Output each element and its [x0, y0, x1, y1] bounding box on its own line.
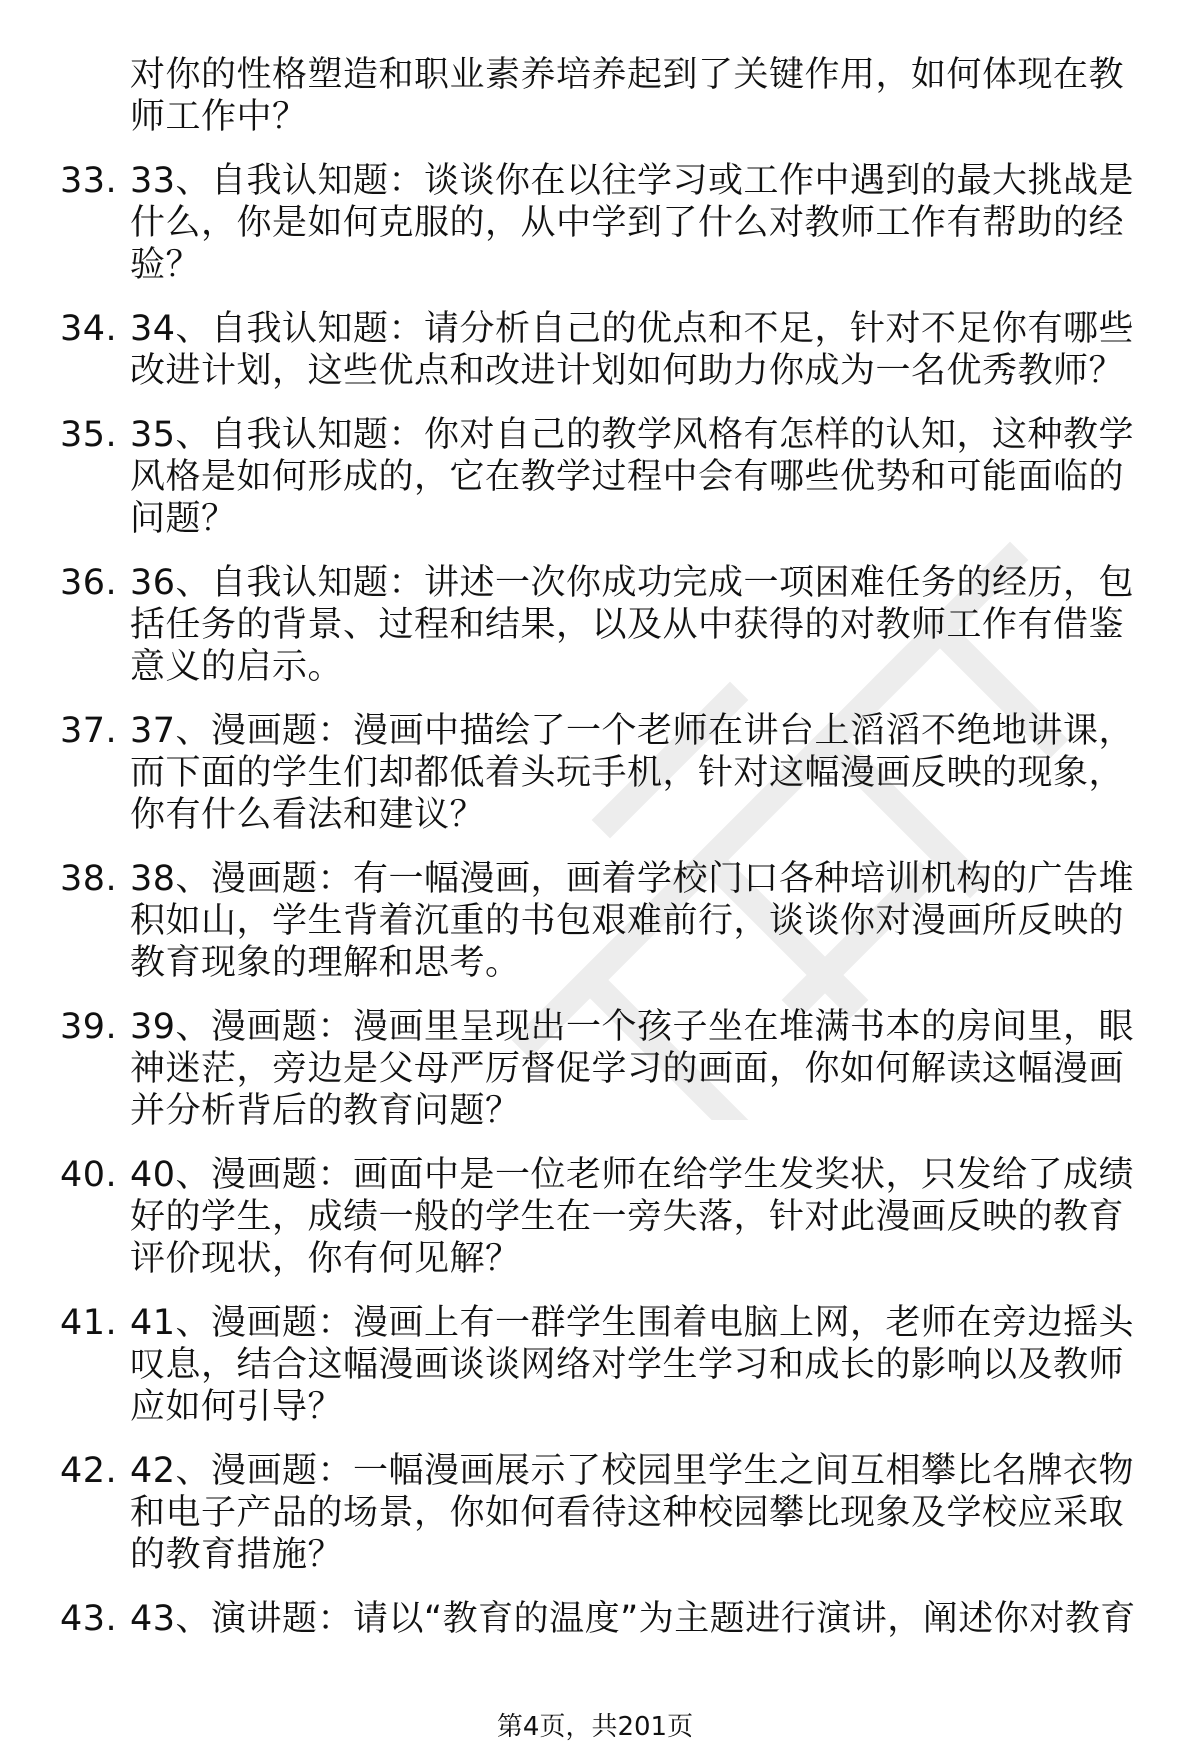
item-number: 42.	[60, 1451, 118, 1491]
item-number: 33.	[60, 161, 118, 201]
list-item	[60, 1154, 1150, 1280]
item-number: 34.	[60, 309, 118, 349]
item-text: 33、自我认知题：谈谈你在以往学习或工作中遇到的最大挑战是什么，你是如何克服的，从中学到了什么对教师工作有帮助的经验？	[130, 161, 1135, 285]
item-text: 40、漫画题：画面中是一位老师在给学生发奖状，只发给了成绩好的学生，成绩一般的学生在一旁失落，针对此漫画反映的教育评价现状，你有何见解？	[130, 1155, 1135, 1279]
item-text: 36、自我认知题：讲述一次你成功完成一项困难任务的经历，包括任务的背景、过程和结果，以及从中获得的对教师工作有借鉴意义的启示。	[130, 563, 1135, 687]
list-item	[60, 858, 1150, 984]
continued-item-text: 对你的性格塑造和职业素养培养起到了关键作用，如何体现在教师工作中？	[130, 55, 1125, 137]
page-footer: 第4页，共201页	[496, 1712, 694, 1742]
list-item	[60, 710, 1150, 836]
list-item	[60, 562, 1150, 688]
item-text: 35、自我认知题：你对自己的教学风格有怎样的认知，这种教学风格是如何形成的，它在教学过程中会有哪些优势和可能面临的问题？	[130, 415, 1135, 539]
item-text: 34、自我认知题：请分析自己的优点和不足，针对不足你有哪些改进计划，这些优点和改进计划如何助力你成为一名优秀教师？	[130, 309, 1135, 391]
list-item	[60, 1006, 1150, 1132]
list-item	[60, 160, 1150, 286]
item-number: 37.	[60, 711, 118, 751]
list-item	[60, 1302, 1150, 1428]
item-number: 36.	[60, 563, 118, 603]
item-text: 38、漫画题：有一幅漫画，画着学校门口各种培训机构的广告堆积如山，学生背着沉重的书包艰难前行，谈谈你对漫画所反映的教育现象的理解和思考。	[130, 859, 1135, 983]
question-list	[60, 54, 1150, 1662]
item-number: 38.	[60, 859, 118, 899]
item-number: 43.	[60, 1599, 118, 1639]
item-text: 42、漫画题：一幅漫画展示了校园里学生之间互相攀比名牌衣物和电子产品的场景，你如何看待这种校园攀比现象及学校应采取的教育措施？	[130, 1451, 1135, 1575]
item-text: 43、演讲题：请以“教育的温度”为主题进行演讲，阐述你对教育	[130, 1599, 1136, 1639]
item-text: 39、漫画题：漫画里呈现出一个孩子坐在堆满书本的房间里，眼神迷茫，旁边是父母严厉督促学习的画面，你如何解读这幅漫画并分析背后的教育问题？	[130, 1007, 1135, 1131]
item-number: 35.	[60, 415, 118, 455]
item-text: 41、漫画题：漫画上有一群学生围着电脑上网，老师在旁边摇头叹息，结合这幅漫画谈谈网络对学生学习和成长的影响以及教师应如何引导？	[130, 1303, 1135, 1427]
item-number: 41.	[60, 1303, 118, 1343]
item-number: 39.	[60, 1007, 118, 1047]
list-item	[60, 1450, 1150, 1576]
item-number: 40.	[60, 1155, 118, 1195]
list-item	[60, 414, 1150, 540]
item-text: 37、漫画题：漫画中描绘了一个老师在讲台上滔滔不绝地讲课，而下面的学生们却都低着头玩手机，针对这幅漫画反映的现象，你有什么看法和建议？	[130, 711, 1135, 835]
list-item	[60, 308, 1150, 392]
list-item	[60, 1598, 1150, 1640]
continued-item	[60, 54, 1150, 138]
